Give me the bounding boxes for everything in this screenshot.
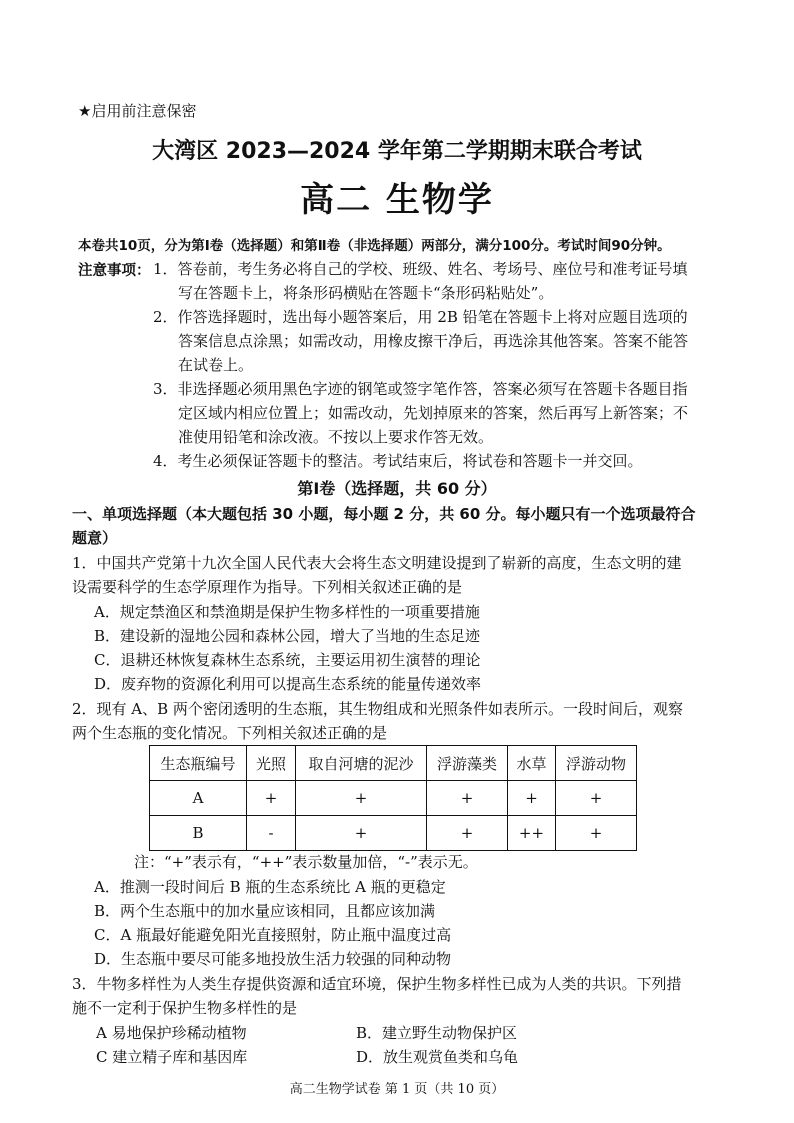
q3-option: B．建立野生动物保护区 [356, 1024, 518, 1042]
notice-line: 定区域内相应位置上；如需改动，先划掉原来的答案，然后再写上新答案；不 [178, 404, 689, 422]
table-cell: + [508, 781, 556, 816]
subject-title: 高二 生物学 [300, 180, 494, 220]
notice-line: 2．作答选择题时，选出每小题答案后，用 2B 铅笔在答题卡上将对应题目选项的 [153, 308, 688, 326]
q3-option: C 建立精子库和基因库 [96, 1048, 248, 1066]
table-cell: + [296, 816, 427, 851]
table-cell: A [150, 781, 247, 816]
table-cell: + [427, 816, 508, 851]
table-header-cell: 浮游动物 [556, 746, 637, 781]
table-header-cell: 水草 [508, 746, 556, 781]
q2-stem: 2．现有 A、B 两个密闭透明的生态瓶，其生物组成和光照条件如表所示。一段时间后，观察 [72, 700, 683, 718]
notice-label: 注意事项： [78, 263, 151, 279]
q2-option: C．A 瓶最好能避免阳光直接照射，防止瓶中温度过高 [94, 926, 452, 944]
table-cell: + [556, 816, 637, 851]
table-header-cell: 光照 [247, 746, 296, 781]
notice-line: 1．答卷前，考生务必将自己的学校、班级、姓名、考场号、座位号和准考证号填 [153, 260, 688, 278]
notice-line: 准使用铅笔和涂改液。不按以上要求作答无效。 [178, 428, 494, 446]
q3-option: A 易地保护珍稀动植物 [96, 1024, 247, 1042]
q2-option: A．推测一段时间后 B 瓶的生态系统比 A 瓶的更稳定 [94, 878, 446, 896]
table-cell: + [556, 781, 637, 816]
exam-title: 大湾区 2023—2024 学年第二学期期末联合考试 [152, 139, 642, 164]
q1-option: A．规定禁渔区和禁渔期是保护生物多样性的一项重要措施 [94, 603, 480, 621]
q2-option: D．生态瓶中要尽可能多地投放生活力较强的同种动物 [94, 950, 452, 968]
exam-summary: 本卷共10页，分为第Ⅰ卷（选择题）和第Ⅱ卷（非选择题）两部分，满分100分。考试时间90分钟。 [78, 238, 671, 254]
q3-stem: 施不一定利于保护生物多样性的是 [72, 999, 298, 1017]
section-title: 第Ⅰ卷（选择题，共 60 分） [297, 479, 497, 498]
q2-stem: 两个生态瓶的变化情况。下列相关叙述正确的是 [72, 724, 388, 742]
q3-stem: 3．牛物多样性为人类生存提供资源和适宜环境，保护生物多样性已成为人类的共识。下列措 [72, 975, 682, 993]
notice-line: 在试卷上。 [178, 356, 254, 374]
table-header-cell: 生态瓶编号 [150, 746, 247, 781]
notice-line: 3．非选择题必须用黑色字迹的钢笔或签字笔作答，答案必须写在答题卡各题目指 [153, 380, 688, 398]
table-header-cell: 浮游藻类 [427, 746, 508, 781]
notice-line: 4．考生必须保证答题卡的整洁。考试结束后，将试卷和答题卡一并交回。 [153, 452, 643, 470]
page-footer: 高二生物学试卷 第 1 页（共 10 页） [289, 1082, 505, 1097]
table-cell: B [150, 816, 247, 851]
notice-line: 写在答题卡上，将条形码横贴在答题卡“条形码粘贴处”。 [178, 284, 554, 302]
part-heading: 一、单项选择题（本大题包括 30 小题，每小题 2 分，共 60 分。每小题只有一个选项最符合 [72, 505, 696, 523]
table-header-cell: 取自河塘的泥沙 [296, 746, 427, 781]
notice-line: 答案信息点涂黑；如需改动，用橡皮擦干净后，再选涂其他答案。答案不能答 [178, 332, 689, 350]
q1-stem: 设需要科学的生态学原理作为指导。下列相关叙述正确的是 [72, 578, 463, 596]
q2-option: B．两个生态瓶中的加水量应该相同，且都应该加满 [94, 902, 436, 920]
q1-option: B．建设新的湿地公园和森林公园，增大了当地的生态足迹 [94, 627, 481, 645]
table-cell: ++ [508, 816, 556, 851]
q2-table-note: 注：“+”表示有，“++”表示数量加倍，“-”表示无。 [134, 853, 478, 871]
q1-option: C．退耕还林恢复森林生态系统，主要运用初生演替的理论 [94, 651, 481, 669]
table-cell: + [296, 781, 427, 816]
table-row [150, 781, 637, 816]
q1-stem: 1．中国共产党第十九次全国人民代表大会将生态文明建设提到了崭新的高度，生态文明的建 [72, 554, 682, 572]
table-cell: - [247, 816, 296, 851]
q3-option: D．放生观赏鱼类和乌龟 [356, 1048, 519, 1066]
eco-bottle-table [149, 745, 637, 851]
table-row [150, 816, 637, 851]
confidential-mark: ★启用前注意保密 [78, 102, 197, 120]
table-cell: + [427, 781, 508, 816]
part-heading: 题意） [72, 529, 118, 547]
q1-option: D．废弃物的资源化利用可以提高生态系统的能量传递效率 [94, 675, 482, 693]
table-header-row [150, 746, 637, 781]
table-cell: + [247, 781, 296, 816]
